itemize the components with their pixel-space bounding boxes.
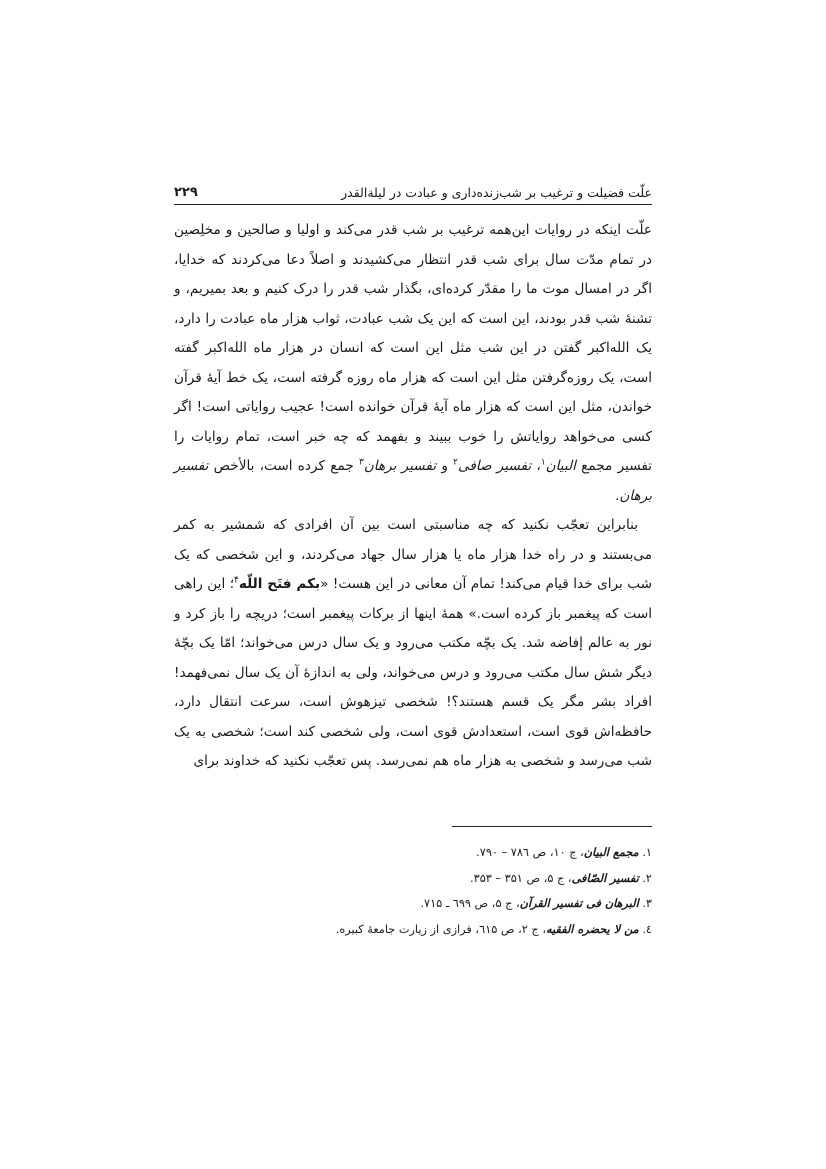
footnote-item <box>174 917 652 943</box>
text-run: بنابراین تعجّب نکنید که چه مناسبتی است بین آن افرادی که شمشیر به کمر می‌بستند و در راه خدا هزار ماه یا هزار سال جهاد می‌کردند، و این شخصی که یک شب برای خدا قیام می‌کند! تمام آن معانی در این هست! « <box>174 517 652 592</box>
text-run: ، <box>531 458 541 474</box>
book-reference: تفسیر برهان <box>174 458 652 504</box>
text-run: جمع کرده است، بالأخص <box>208 458 359 474</box>
footnote-source-title: مجمع البیان <box>583 846 639 859</box>
header-divider <box>174 204 652 205</box>
footnote-citation: ، ج ۵، ص ٦۹۹ ـ ۷۱۵. <box>420 897 520 910</box>
footnote-citation: ، ج ۱۰، ص ۷۸٦ – ۷۹۰. <box>476 846 584 859</box>
footnote-number: ۳. <box>638 897 652 910</box>
text-run: . <box>615 487 620 504</box>
book-reference: البیان <box>545 458 576 474</box>
footnote-marker: ۱ <box>540 457 546 468</box>
footnote-marker: ۲ <box>453 457 458 468</box>
footnote-citation: ، ج ۲، ص ٦۱۵، فرازی از زیارت جامعهٔ کبیره. <box>335 922 546 936</box>
quoted-phrase: بکم فتَح اللّه <box>238 576 321 592</box>
book-reference: تفسیر برهان <box>363 458 437 474</box>
running-head-title: علّت فضیلت و ترغیب بر شب‌زنده‌داری و عبادت در لیلة‌القدر <box>341 185 652 200</box>
page-number: ۲۲۹ <box>174 185 198 200</box>
text-run: و <box>436 458 454 474</box>
footnote-item <box>174 866 652 892</box>
footnote-divider <box>452 826 652 827</box>
footnotes <box>174 840 652 942</box>
footnote-source-title: تفسیر الصّافی <box>571 871 639 885</box>
paragraph-1 <box>174 216 652 511</box>
book-reference: تفسیر صافی <box>458 458 532 474</box>
footnote-number: ٤. <box>638 922 652 936</box>
footnote-item <box>174 891 652 917</box>
text-run: ؛ این راهی است که پیغمبر باز کرده است.» همهٔ اینها از برکات پیغمبر است؛ دریچه را باز کرد و نور به عالم إفاضه شد. یک بچّه مکتب می‌رود و یک سال درس می‌خواند؛ امّا یک بچّهٔ دیگر شش سال مکتب می‌رود و درس می‌خواند، ولی به اندازهٔ آن یک سال نمی‌فهمد! افراد بشر مگر یک قسم هستند؟! شخصی تیزهوش است، سرعت انتقال دارد، حافظه‌اش قوی است، استعدادش قوی است، ولی شخصی کند است؛ شخصی به یک شب می‌رسد و شخصی به هزار ماه هم نمی‌رسد. پس تعجّب نکنید که خداوند برای <box>174 576 652 769</box>
footnote-citation: ، ج ۵، ص ۳۵۱ – ۳۵۳. <box>470 871 572 885</box>
footnote-number: ۲. <box>638 871 652 885</box>
footnote-source-title: البرهان فی تفسیر القرآن <box>519 897 639 910</box>
text-run: علّت اینکه در روایات این‌همه ترغیب بر شب قدر می‌کند و اولیا و صالحین و مخلِصین در تمام مدّت سال برای شب قدر انتظار می‌کشیدند و اصلاً دعا می‌کردند که خدایا، اگر در امسال موت ما را مقدّر کرده‌ای، بگذار شب قدر را درک کنیم و بعد بمیریم، و تشنهٔ شب قدر بودند، این است که این یک شب عبادت، ثواب هزار ماه عبادت را دارد، یک الله‌اکبر گفتن در این شب مثل این است که انسان در هزار ماه الله‌اکبر گفته است، یک روزه‌گرفتن مثل این است که هزار ماه روزه گرفته است، یک خط آیهٔ قرآن خواندن، مثل این است که هزار ماه آیهٔ قرآن خوانده است! عجیب روایاتی است! اگر کسی می‌خواهد روایاتش را خوب ببیند و بفهمد که چه خبر است، تمام روایات را تفسیر مجمع <box>174 222 652 474</box>
body-text <box>174 216 652 777</box>
footnote-source-title: من لا یحضره الفقیه <box>545 922 639 936</box>
footnote-marker: ۳ <box>358 457 364 468</box>
footnote-number: ۱. <box>638 846 652 859</box>
paragraph-2 <box>174 511 652 777</box>
footnote-marker: ۴ <box>234 575 239 586</box>
footnote-item <box>174 840 652 866</box>
running-head <box>174 170 652 200</box>
